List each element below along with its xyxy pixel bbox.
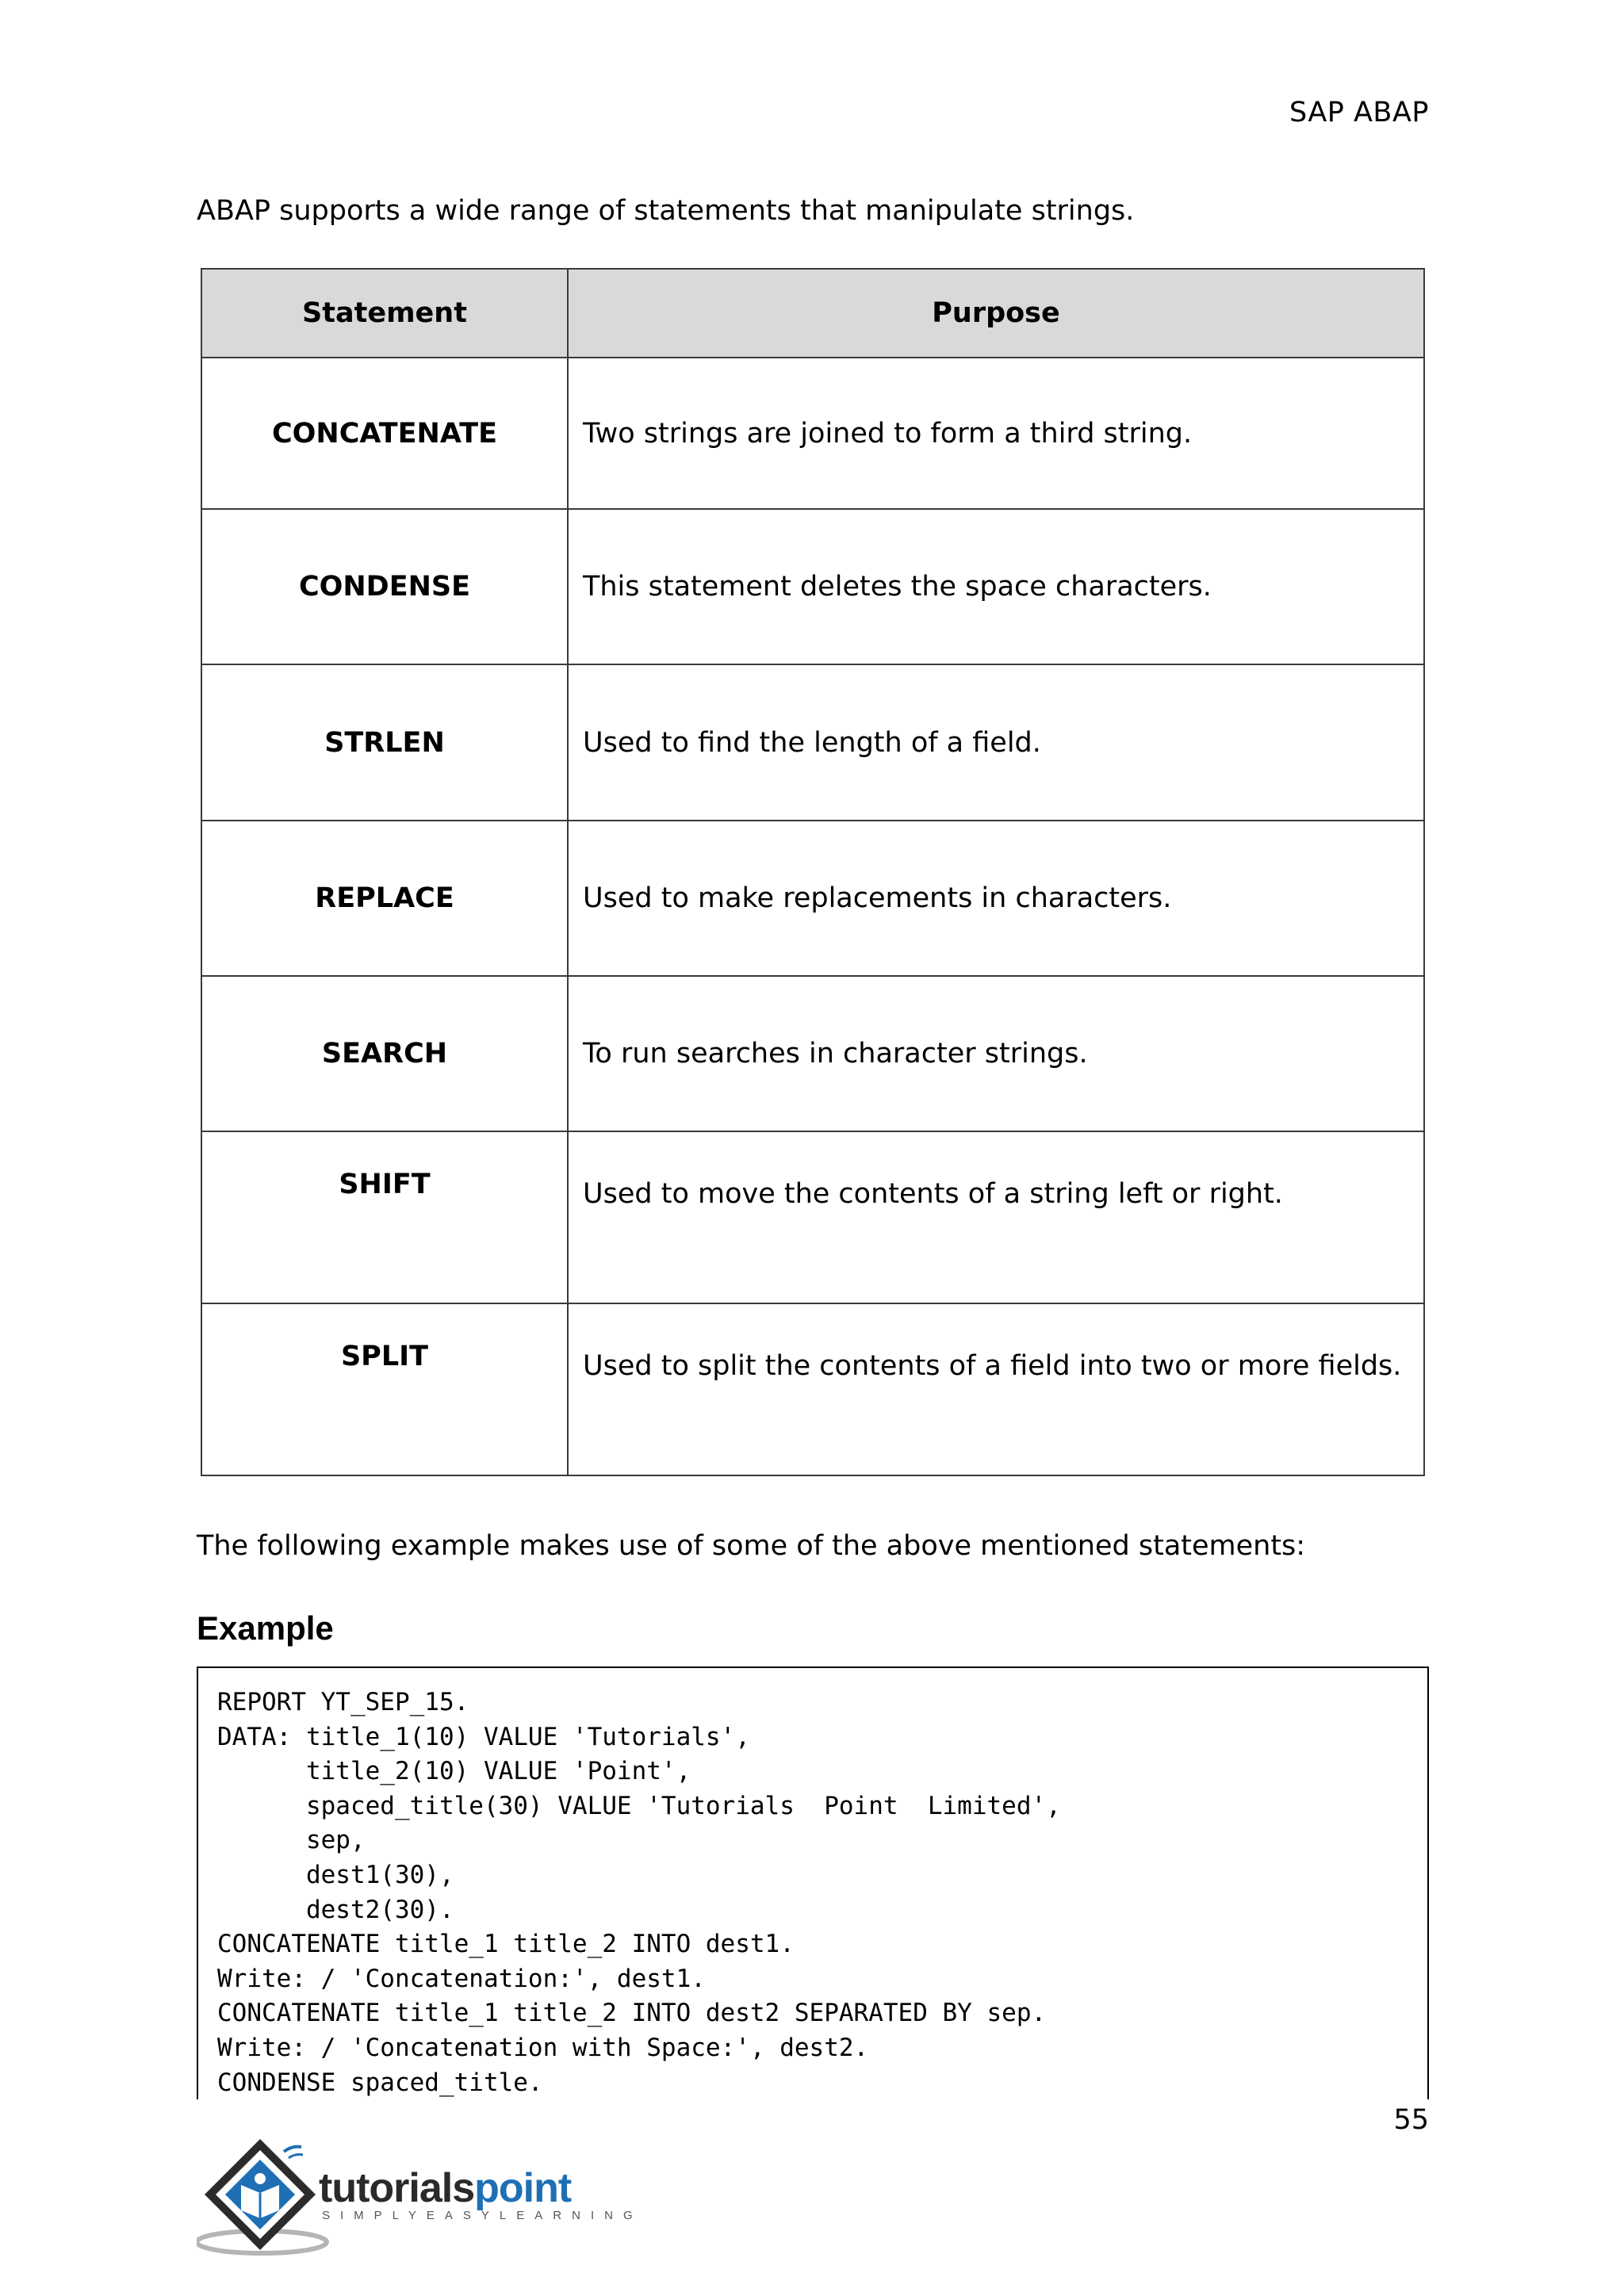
header-purpose: Purpose xyxy=(568,269,1424,358)
table-row xyxy=(201,976,1424,1131)
statement-cell: REPLACE xyxy=(201,821,568,976)
code-block xyxy=(197,1667,1429,2099)
code-line: CONCATENATE title_1 title_2 INTO dest2 SEPARATED BY sep. xyxy=(217,1999,1047,2028)
code-line: Write: / 'Concatenation with Space:', dest2. xyxy=(217,2033,869,2062)
table-row xyxy=(201,1131,1424,1303)
code-line: REPORT YT_SEP_15. xyxy=(217,1688,469,1716)
statement-cell: CONCATENATE xyxy=(201,358,568,509)
example-intro-paragraph: The following example makes use of some of the above mentioned statements: xyxy=(197,1530,1306,1562)
logo-word-dark: tutorials xyxy=(319,2165,475,2211)
logo-tagline: SIMPLYEASYLEARNING xyxy=(322,2209,643,2222)
logo-word-blue: point xyxy=(474,2165,572,2211)
statement-cell: STRLEN xyxy=(201,664,568,821)
statement-cell: CONDENSE xyxy=(201,509,568,664)
table-row xyxy=(201,509,1424,664)
purpose-cell: Used to make replacements in characters. xyxy=(568,821,1424,976)
statement-cell: SPLIT xyxy=(201,1303,568,1475)
page-number: 55 xyxy=(1393,2104,1429,2136)
statement-cell: SHIFT xyxy=(201,1131,568,1303)
purpose-cell: Used to move the contents of a string left or right. xyxy=(568,1131,1424,1303)
table-row xyxy=(201,821,1424,976)
purpose-cell: This statement deletes the space characters. xyxy=(568,509,1424,664)
code-line: dest2(30). xyxy=(217,1895,454,1924)
code-line: DATA: title_1(10) VALUE 'Tutorials', xyxy=(217,1722,750,1751)
purpose-cell: Two strings are joined to form a third string. xyxy=(568,358,1424,509)
code-line: CONDENSE spaced_title. xyxy=(217,2068,543,2097)
logo-wordmark xyxy=(319,2164,571,2212)
code-line: title_2(10) VALUE 'Point', xyxy=(217,1757,691,1786)
code-line: spaced_title(30) VALUE 'Tutorials Point Limited', xyxy=(217,1791,1061,1820)
string-statements-table xyxy=(201,268,1425,1476)
header-statement: Statement xyxy=(201,269,568,358)
purpose-cell: Used to find the length of a field. xyxy=(568,664,1424,821)
intro-paragraph: ABAP supports a wide range of statements that manipulate strings. xyxy=(197,195,1135,227)
table-header-row xyxy=(201,269,1424,358)
table-row xyxy=(201,1303,1424,1475)
code-line: Write: / 'Concatenation:', dest1. xyxy=(217,1964,706,1993)
purpose-cell: Used to split the contents of a field into two or more fields. xyxy=(568,1303,1424,1475)
table-row xyxy=(201,664,1424,821)
example-heading: Example xyxy=(197,1609,334,1647)
purpose-cell: To run searches in character strings. xyxy=(568,976,1424,1131)
code-line: sep, xyxy=(217,1826,366,1855)
table-row xyxy=(201,358,1424,509)
code-line: CONCATENATE title_1 title_2 INTO dest1. xyxy=(217,1930,795,1959)
page-header-title: SAP ABAP xyxy=(1289,97,1429,128)
code-line: dest1(30), xyxy=(217,1860,454,1889)
statement-cell: SEARCH xyxy=(201,976,568,1131)
